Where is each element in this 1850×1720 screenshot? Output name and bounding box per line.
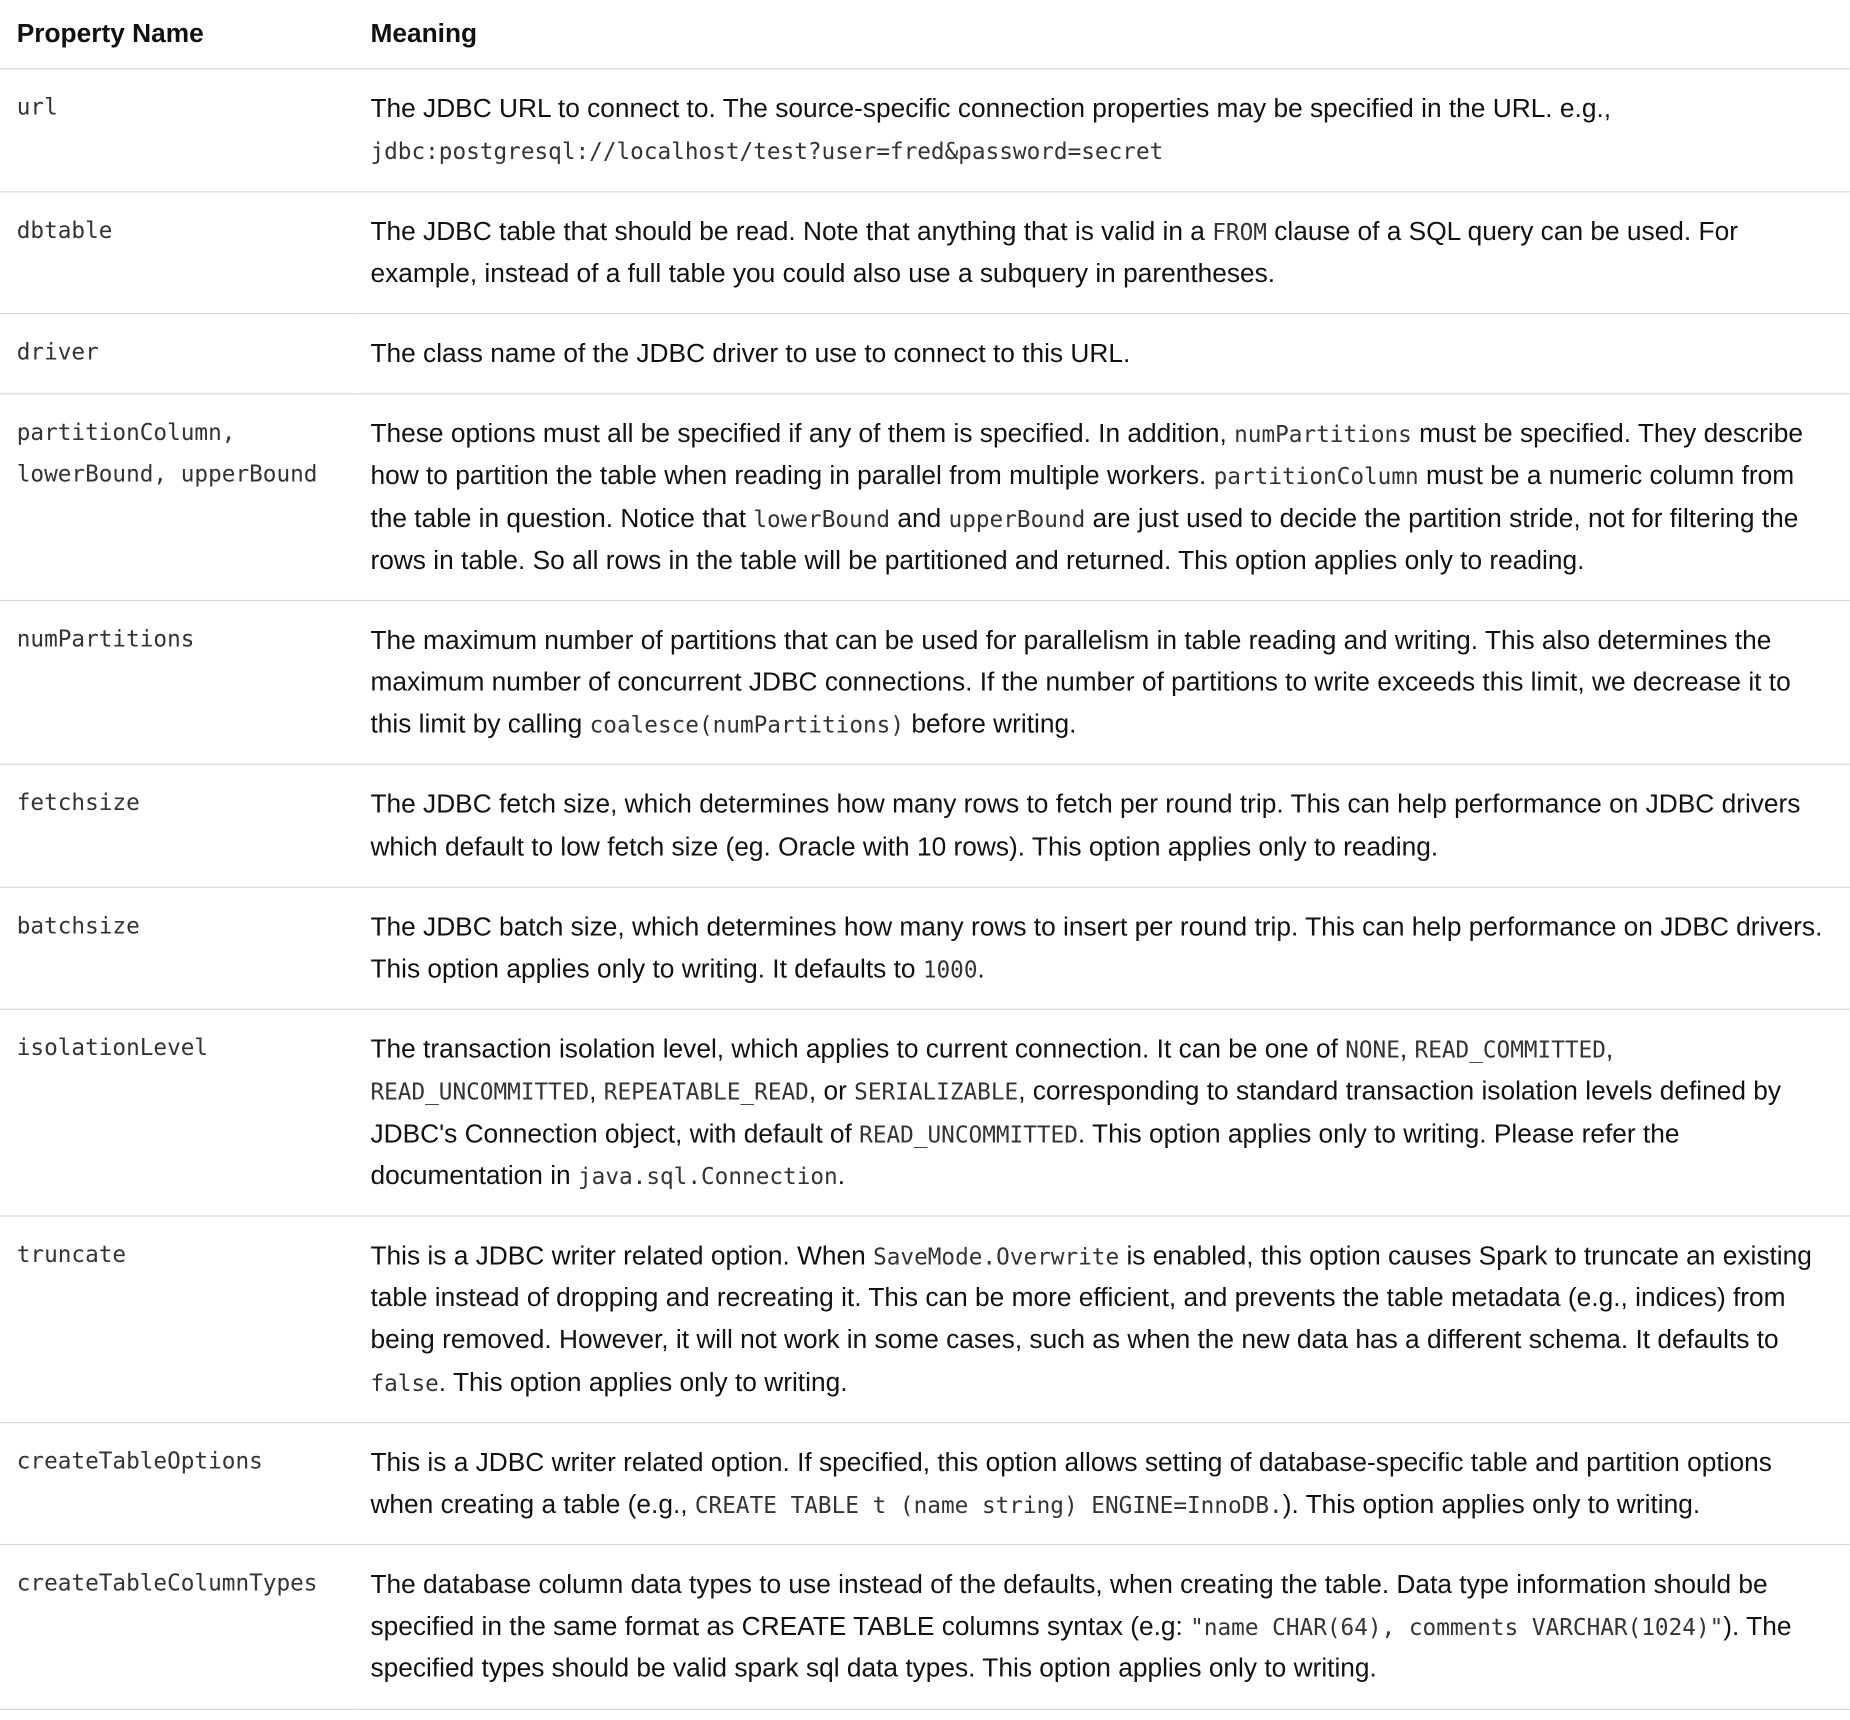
table-row xyxy=(0,765,1850,887)
meaning-text: are just used to decide the partition stride, not for filtering the rows in table. So all rows in the table will be partitioned and returned. This option applies only to reading. xyxy=(370,502,1799,575)
meaning-text: . xyxy=(837,1160,846,1190)
property-name: dbtable xyxy=(0,191,354,313)
inline-code: coalesce(numPartitions) xyxy=(589,712,905,739)
table-row xyxy=(0,191,1850,313)
meaning-text: ). The specified types should be valid spark sql data types. This option applies only to writing. xyxy=(370,1611,1792,1684)
inline-code: jdbc:postgresql://localhost/test?user=fred&password=secret xyxy=(370,139,1164,166)
property-name: createTableColumnTypes xyxy=(0,1545,354,1709)
property-meaning xyxy=(354,191,1850,313)
meaning-text: The database column data types to use instead of the defaults, when creating the table. Data type information should be specified in the same format as CREATE TABLE columns syntax (e.g: xyxy=(370,1569,1768,1642)
inline-code: numPartitions xyxy=(1234,421,1412,449)
column-header-property-name: Property Name xyxy=(0,0,354,69)
property-meaning xyxy=(354,1216,1850,1422)
inline-code: READ_COMMITTED xyxy=(1414,1037,1606,1064)
meaning-text: The maximum number of partitions that can be used for parallelism in table reading and writing. This also determines the maximum number of concurrent JDBC connections. If the number of partitions to write exceeds this limit, we decrease it to this limit by calling xyxy=(370,624,1791,739)
inline-code: upperBound xyxy=(948,506,1086,533)
property-meaning xyxy=(354,69,1850,191)
meaning-text: . This option applies only to writing. Please refer the documentation in xyxy=(370,1117,1680,1190)
property-name: partitionColumn, lowerBound, upperBound xyxy=(0,394,354,600)
column-header-meaning: Meaning xyxy=(354,0,1850,69)
property-name: batchsize xyxy=(0,887,354,1009)
inline-code: false xyxy=(370,1370,439,1397)
meaning-text: , xyxy=(1605,1033,1614,1064)
meaning-text: These options must all be specified if any of them is specified. In addition, xyxy=(370,418,1235,449)
meaning-text: and xyxy=(890,502,949,533)
property-meaning xyxy=(354,600,1850,764)
meaning-text: This is a JDBC writer related option. If specified, this option allows setting of database-specific table and partition options when creating a table (e.g., xyxy=(370,1446,1772,1519)
inline-code: NONE xyxy=(1345,1037,1400,1064)
property-meaning xyxy=(354,314,1850,394)
meaning-text: , corresponding to standard transaction isolation levels defined by JDBC's Connection object, with default of xyxy=(370,1075,1782,1148)
table-header-row xyxy=(0,0,1850,69)
table-row xyxy=(0,69,1850,191)
property-name: url xyxy=(0,69,354,191)
inline-code: FROM xyxy=(1212,219,1267,246)
table-body xyxy=(0,69,1850,1709)
table-row xyxy=(0,887,1850,1009)
inline-code: REPEATABLE_READ xyxy=(603,1079,809,1106)
meaning-text: . This option applies only to writing. xyxy=(438,1366,848,1397)
inline-code: CREATE TABLE t (name string) ENGINE=InnoDB. xyxy=(694,1492,1283,1519)
property-name: truncate xyxy=(0,1216,354,1422)
table-row xyxy=(0,600,1850,764)
inline-code: 1000 xyxy=(922,957,978,984)
property-name: isolationLevel xyxy=(0,1009,354,1215)
meaning-text: The class name of the JDBC driver to use to connect to this URL. xyxy=(370,338,1131,368)
inline-code: READ_UNCOMMITTED xyxy=(859,1121,1078,1148)
property-name: driver xyxy=(0,314,354,394)
inline-code: java.sql.Connection xyxy=(577,1163,838,1190)
meaning-text: . xyxy=(977,953,985,984)
meaning-text: clause of a SQL query can be used. For example, instead of a full table you could also use a subquery in parentheses. xyxy=(370,215,1738,288)
meaning-text: The JDBC batch size, which determines how many rows to insert per round trip. This can help performance on JDBC drivers. This option applies only to writing. It defaults to xyxy=(370,911,1823,984)
inline-code: SERIALIZABLE xyxy=(854,1079,1019,1106)
meaning-text: This is a JDBC writer related option. When xyxy=(370,1240,874,1271)
property-meaning xyxy=(354,765,1850,887)
property-name: numPartitions xyxy=(0,600,354,764)
property-name: fetchsize xyxy=(0,765,354,887)
property-meaning xyxy=(354,1422,1850,1544)
meaning-text: , xyxy=(1399,1033,1415,1064)
property-meaning xyxy=(354,394,1850,600)
meaning-text: The JDBC URL to connect to. The source-specific connection properties may be specified in the URL. e.g., xyxy=(370,93,1612,124)
meaning-text: ). This option applies only to writing. xyxy=(1282,1488,1701,1519)
table-row xyxy=(0,394,1850,600)
property-meaning xyxy=(354,1009,1850,1215)
meaning-text: The JDBC table that should be read. Note that anything that is valid in a xyxy=(370,215,1213,246)
property-meaning xyxy=(354,1545,1850,1709)
meaning-text: The transaction isolation level, which applies to current connection. It can be one of xyxy=(370,1033,1346,1064)
inline-code: READ_UNCOMMITTED xyxy=(370,1079,590,1106)
inline-code: "name CHAR(64), comments VARCHAR(1024)" xyxy=(1190,1614,1724,1642)
meaning-text: The JDBC fetch size, which determines how many rows to fetch per round trip. This can help performance on JDBC drivers which default to low fetch size (eg. Oracle with 10 rows). This option applies only to reading. xyxy=(370,789,1801,862)
meaning-text: is enabled, this option causes Spark to truncate an existing table instead of dropping and recreating it. This can be more efficient, and prevents the table metadata (e.g., indices) from being removed. However, it will not work in some cases, such as when the new data has a different schema. It defaults to xyxy=(370,1240,1812,1355)
property-name: createTableOptions xyxy=(0,1422,354,1544)
inline-code: partitionColumn xyxy=(1213,464,1419,491)
table-row xyxy=(0,1216,1850,1422)
table-row xyxy=(0,314,1850,394)
meaning-text: , xyxy=(589,1075,604,1106)
inline-code: SaveMode.Overwrite xyxy=(873,1243,1120,1271)
meaning-text: must be specified. They describe how to partition the table when reading in parallel from multiple workers. xyxy=(370,418,1803,491)
meaning-text: must be a numeric column from the table in question. Notice that xyxy=(370,460,1795,533)
meaning-text: before writing. xyxy=(904,708,1077,739)
inline-code: lowerBound xyxy=(753,506,891,533)
table-row xyxy=(0,1009,1850,1215)
meaning-text: , or xyxy=(808,1075,855,1106)
table-row xyxy=(0,1545,1850,1709)
property-meaning xyxy=(354,887,1850,1009)
table-row xyxy=(0,1422,1850,1544)
